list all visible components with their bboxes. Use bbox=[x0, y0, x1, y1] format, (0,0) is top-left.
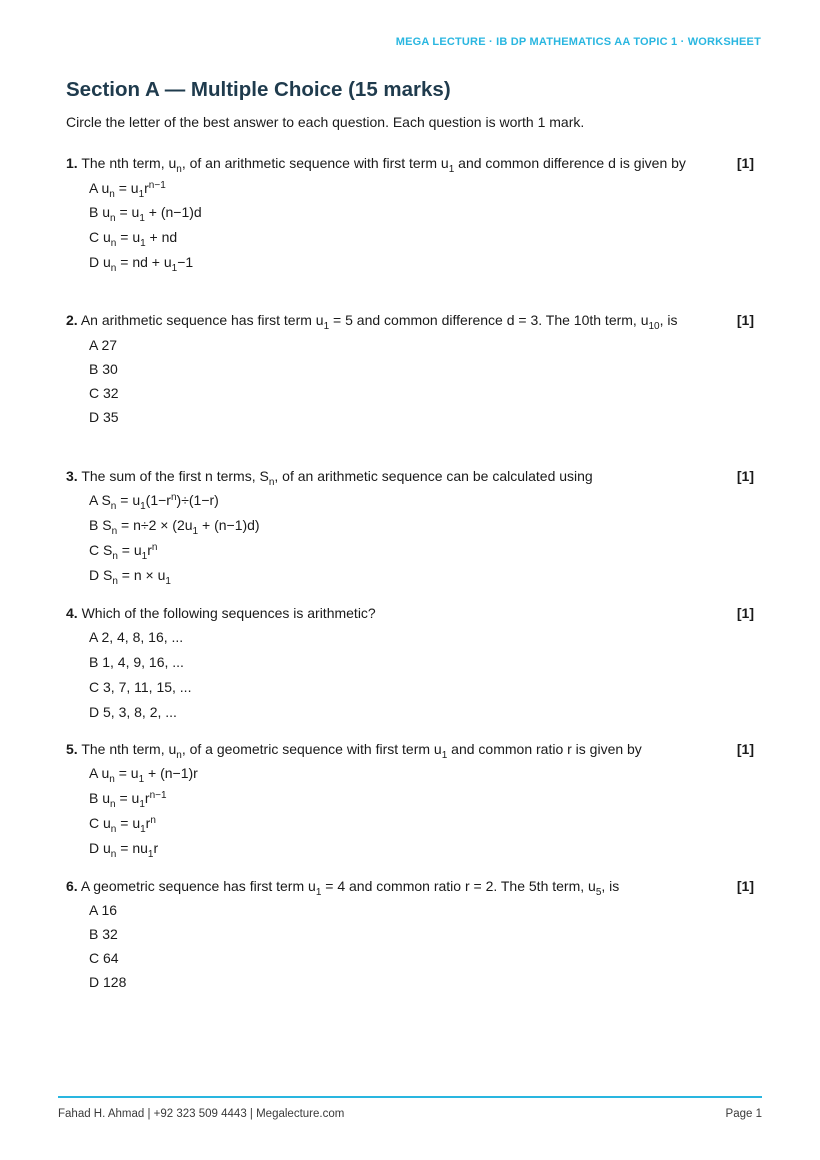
page-number: Page 1 bbox=[725, 1108, 762, 1120]
question-number: 1. bbox=[66, 155, 78, 171]
footer-divider bbox=[58, 1096, 762, 1098]
question-text: The sum of the first n terms, $S_n$, of an arithmetic sequence can be calculated using bbox=[81, 468, 593, 488]
section-instructions: Circle the letter of the best answer to each question. Each question is worth 1 mark. bbox=[66, 114, 585, 130]
question-1 bbox=[66, 154, 754, 278]
question-6 bbox=[66, 877, 754, 997]
question-text: The nth term, $u_n$, of a geometric sequence with first term $u_1$ and common ratio r is given by bbox=[81, 741, 642, 761]
option-a[interactable]: A $u_n = u_1 + (n-1)r$ bbox=[89, 765, 198, 785]
running-header: MEGA LECTURE · IB DP MATHEMATICS AA TOPIC 1 · WORKSHEET bbox=[395, 36, 761, 48]
question-stem bbox=[66, 604, 754, 623]
question-text: Which of the following sequences is arithmetic? bbox=[81, 605, 376, 621]
option-b[interactable]: B $u_n = u_1r^{n-1}$ bbox=[89, 790, 167, 810]
question-stem bbox=[66, 154, 754, 173]
option-b[interactable]: B 30 bbox=[89, 361, 118, 377]
question-3 bbox=[66, 467, 754, 591]
footer-contact: Fahad H. Ahmad | +92 323 509 4443 | Megalecture.com bbox=[58, 1108, 345, 1120]
question-text: An arithmetic sequence has first term $u_1 = 5$ and common difference d = 3. The 10th term, $u_{10}$, is bbox=[80, 312, 678, 332]
question-number: 6. bbox=[66, 878, 78, 894]
question-stem bbox=[66, 467, 754, 486]
option-c[interactable]: C 3, 7, 11, 15, ... bbox=[89, 679, 192, 695]
option-c[interactable]: C $u_n = u_1r^n$ bbox=[89, 815, 156, 835]
option-b[interactable]: B $u_n = u_1 + (n-1)d$ bbox=[89, 204, 202, 224]
question-number: 4. bbox=[66, 605, 78, 621]
option-a[interactable]: A $S_n = u_1(1-r^n)\div(1-r)$ bbox=[89, 492, 219, 512]
option-a[interactable]: A 27 bbox=[89, 337, 118, 353]
option-b[interactable]: B 1, 4, 9, 16, ... bbox=[89, 654, 184, 670]
option-a[interactable]: A 2, 4, 8, 16, ... bbox=[89, 629, 184, 645]
question-number: 5. bbox=[66, 741, 78, 757]
question-stem bbox=[66, 311, 754, 330]
question-marks: [1] bbox=[736, 468, 754, 484]
question-text: The nth term, $u_n$, of an arithmetic sequence with first term $u_1$ and common difference d is given by bbox=[81, 155, 686, 175]
question-marks: [1] bbox=[736, 741, 754, 757]
option-a[interactable]: A $u_n = u_1r^{n-1}$ bbox=[89, 180, 166, 200]
option-b[interactable]: B $S_n = n\div 2 \times (2u_1 + (n-1)d)$ bbox=[89, 517, 260, 537]
question-number: 2. bbox=[66, 312, 78, 328]
question-marks: [1] bbox=[736, 312, 754, 328]
question-number: 3. bbox=[66, 468, 78, 484]
section-title: Section A — Multiple Choice (15 marks) bbox=[66, 78, 451, 101]
question-marks: [1] bbox=[736, 605, 754, 621]
option-d[interactable]: D 128 bbox=[89, 974, 127, 990]
option-c[interactable]: C $u_n = u_1$ + nd bbox=[89, 229, 178, 249]
option-c[interactable]: C 64 bbox=[89, 950, 119, 966]
question-marks: [1] bbox=[736, 878, 754, 894]
option-c[interactable]: C 32 bbox=[89, 385, 119, 401]
question-stem bbox=[66, 877, 754, 896]
question-2 bbox=[66, 311, 754, 432]
option-b[interactable]: B 32 bbox=[89, 926, 118, 942]
option-c[interactable]: C $S_n = u_1r^n$ bbox=[89, 542, 158, 562]
question-text: A geometric sequence has first term $u_1 = 4$ and common ratio r = 2. The 5th term, $u_5$, is bbox=[80, 878, 620, 898]
option-d[interactable]: D $u_n = nu_1r$ bbox=[89, 840, 159, 860]
question-marks: [1] bbox=[736, 155, 754, 171]
option-a[interactable]: A 16 bbox=[89, 902, 118, 918]
question-stem bbox=[66, 740, 754, 759]
option-d[interactable]: D $S_n = n \times u_1$ bbox=[89, 567, 171, 587]
question-4 bbox=[66, 604, 754, 728]
option-d[interactable]: D $u_n$ = nd + $u_1-1$ bbox=[89, 254, 194, 274]
option-d[interactable]: D 35 bbox=[89, 409, 119, 425]
question-5 bbox=[66, 740, 754, 864]
option-d[interactable]: D 5, 3, 8, 2, ... bbox=[89, 704, 177, 720]
